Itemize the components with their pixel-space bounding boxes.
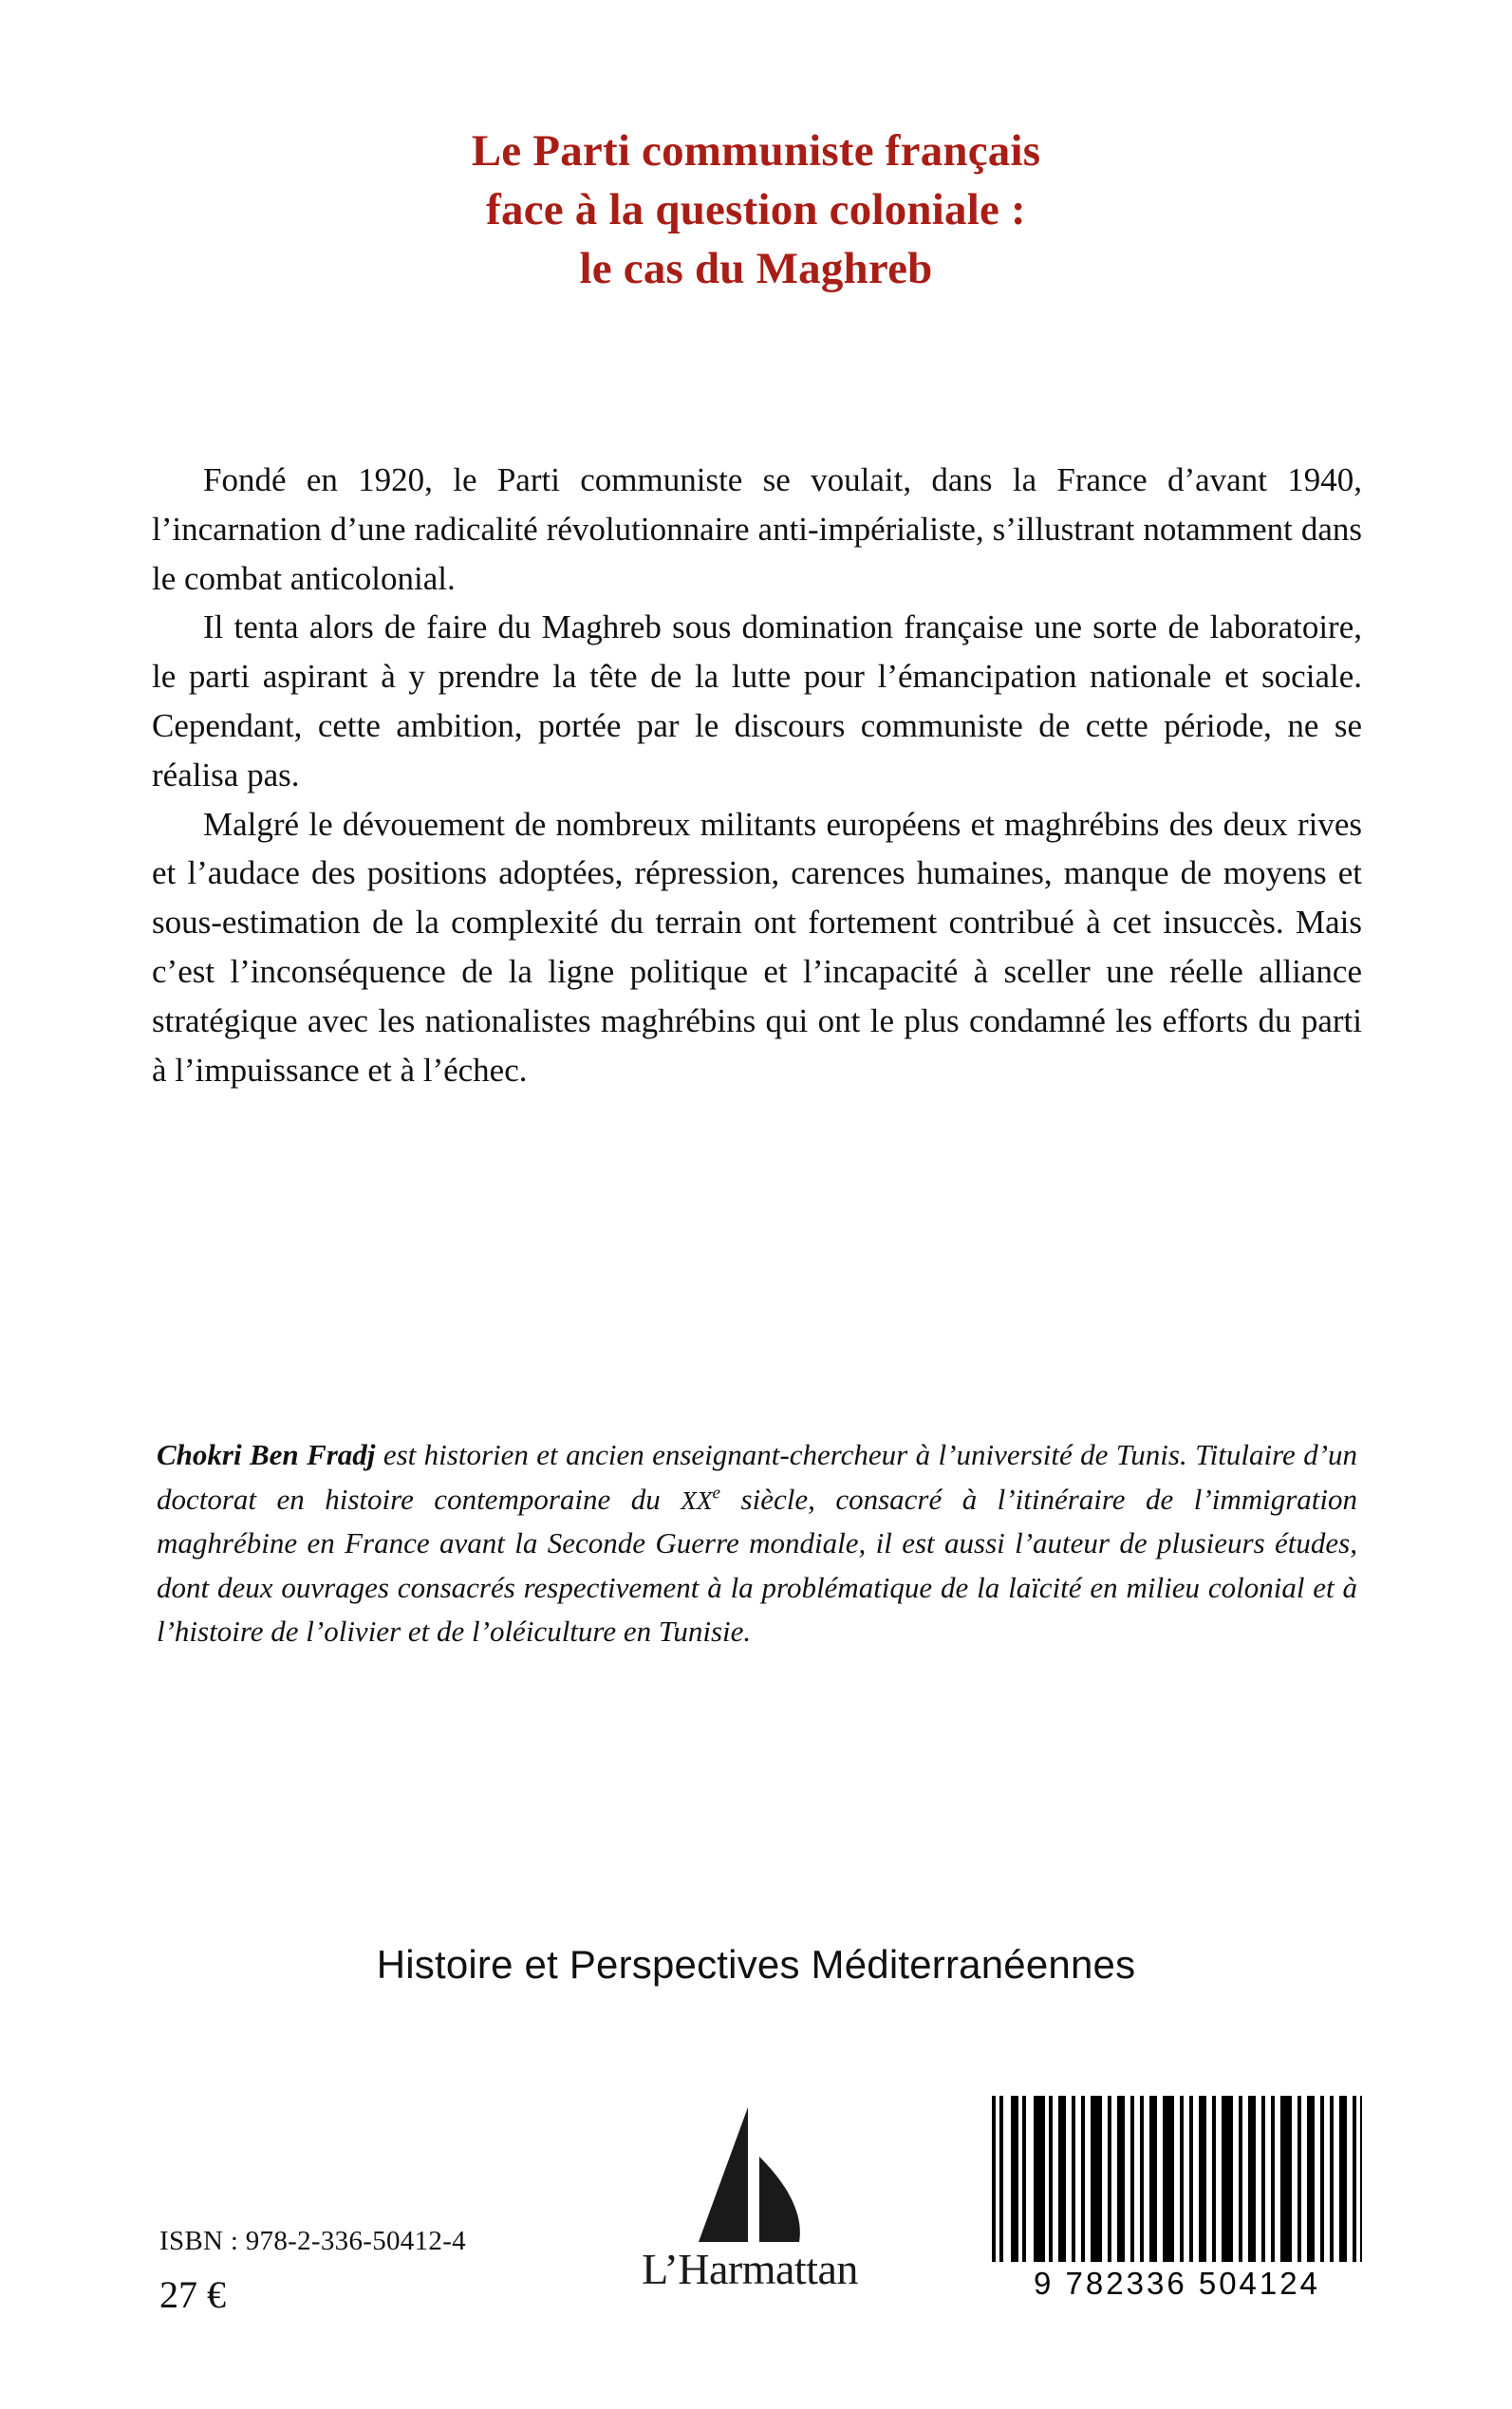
isbn-price-block: [159, 2226, 466, 2317]
sailboat-icon: [626, 2100, 873, 2337]
author-bio-century: XX: [681, 1485, 713, 1515]
cover-footer: [0, 2079, 1512, 2409]
blurb-paragraph-1: Fondé en 1920, le Parti communiste se voulait, dans la France d’avant 1940, l’incarnation d’une radicalité révolutionnaire anti-impérialiste, s’illustrant notamment dans le combat anticolonial.: [152, 461, 1362, 597]
title-line-3: le cas du Maghreb: [579, 244, 933, 294]
title-line-1: Le Parti communiste français: [471, 126, 1041, 176]
isbn-text: ISBN : 978-2-336-50412-4: [159, 2226, 466, 2256]
author-bio-century-suffix: e: [712, 1483, 721, 1503]
book-title: [0, 121, 1512, 298]
author-bio-part2: siècle, consacré à l’itinéraire de l’immigration maghrébine en France avant la Seconde Guerre mondiale, il est aussi l’auteur de plusieurs études, dont deux ouvrages consacrés respectivement à la problématique de la laïcité en milieu colonial et à l’histoire de l’olivier et de l’oléiculture en Tunisie.: [157, 1482, 1358, 1648]
barcode: [992, 2096, 1362, 2324]
publisher-logo: [626, 2100, 873, 2337]
price-text: 27 €: [159, 2273, 226, 2316]
collection-name: Histoire et Perspectives Méditerranéennes: [376, 1942, 1136, 1987]
author-bio: [157, 1433, 1357, 1654]
publisher-name: L’Harmattan: [642, 2245, 858, 2293]
blurb-text: [152, 456, 1362, 1094]
barcode-number: 9 782336 504124: [1034, 2266, 1320, 2301]
barcode-bars: [992, 2096, 1362, 2262]
author-name: Chokri Ben Fradj: [157, 1438, 376, 1471]
title-line-2: face à la question coloniale :: [486, 185, 1026, 235]
blurb-paragraph-2: Il tenta alors de faire du Maghreb sous domination française une sorte de laboratoire, le parti aspirant à y prendre la tête de la lutte pour l’émancipation nationale et sociale. Cependant, cette ambition, portée par le discours communiste de cette période, ne se réalisa pas.: [152, 608, 1362, 794]
blurb-paragraph-3: Malgré le dévouement de nombreux militants européens et maghrébins des deux rives et l’audace des positions adoptées, répression, carences humaines, manque de moyens et sous-estimation de la complexité du terrain ont fortement contribué à cet insuccès. Mais c’est l’inconséquence de la ligne politique et l’incapacité à sceller une réelle alliance stratégique avec les nationalistes maghrébins qui ont le plus condamné les efforts du parti à l’impuissance et à l’échec.: [152, 805, 1362, 1089]
author-bio-part1: est historien et ancien enseignant-chercheur à l’université de Tunis. Titulaire d’un doctorat en histoire contemporaine du: [157, 1438, 1358, 1516]
